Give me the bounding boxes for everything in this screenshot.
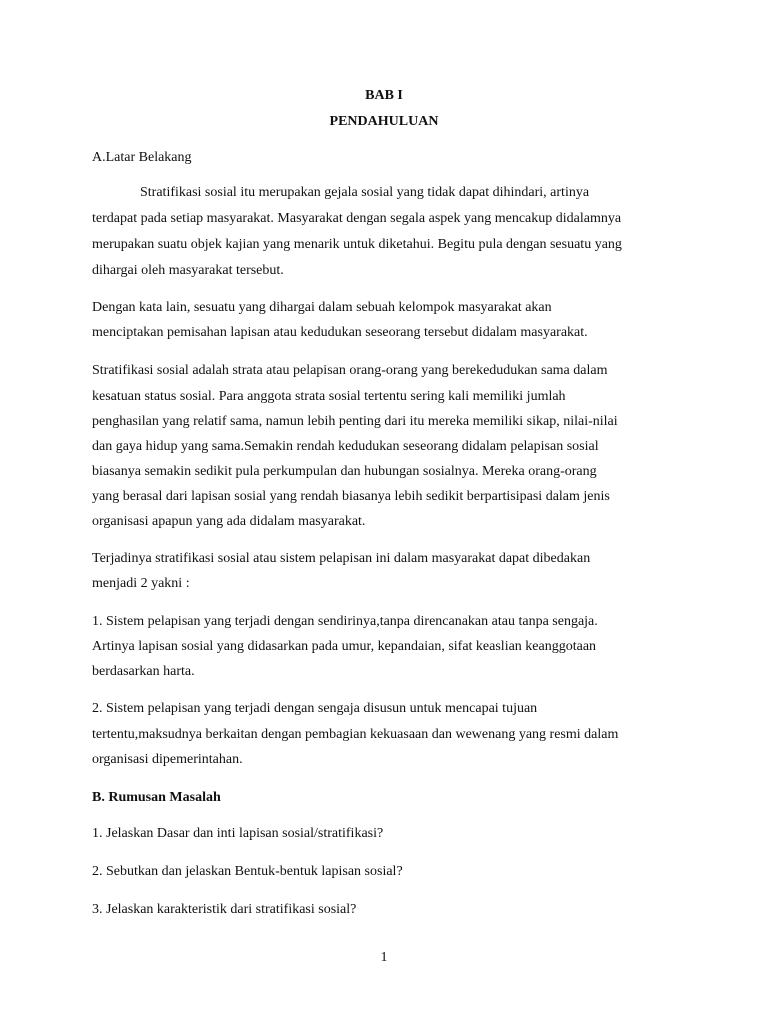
p3-line-3: penghasilan yang relatif sama, namun lebih penting dari itu mereka memiliki sikap, nilai-nilai [92,414,618,429]
rumusan-item-3: 3. Jelaskan karakteristik dari stratifikasi sosial? [92,902,357,917]
p2-line-2: menciptakan pemisahan lapisan atau kedudukan seseorang tersebut didalam masyarakat. [92,325,588,340]
p4-line-1: Terjadinya stratifikasi sosial atau sistem pelapisan ini dalam masyarakat dapat dibedakan [92,551,591,566]
p5-line-3: berdasarkan harta. [92,664,195,679]
p3-line-1: Stratifikasi sosial adalah strata atau pelapisan orang-orang yang berekedudukan sama dalam [92,363,608,378]
p6-line-1: 2. Sistem pelapisan yang terjadi dengan sengaja disusun untuk mencapai tujuan [92,701,538,716]
chapter-title: PENDAHULUAN [329,114,439,129]
chapter-label: BAB I [365,88,403,103]
p6-line-3: organisasi dipemerintahan. [92,752,243,767]
rumusan-item-2: 2. Sebutkan dan jelaskan Bentuk-bentuk lapisan sosial? [92,864,403,879]
p1-line-2: terdapat pada setiap masyarakat. Masyarakat dengan segala aspek yang mencakup didalamnya [92,211,622,226]
p5-line-2: Artinya lapisan sosial yang didasarkan pada umur, kepandaian, sifat keaslian keanggotaan [92,639,597,654]
p3-line-7: organisasi apapun yang ada didalam masyarakat. [92,514,366,529]
p3-line-5: biasanya semakin sedikit pula perkumpulan dan hubungan sosialnya. Mereka orang-orang [92,464,597,479]
p6-line-2: tertentu,maksudnya berkaitan dengan pembagian kekuasaan dan wewenang yang resmi dalam [92,727,619,742]
p1-line-3: merupakan suatu objek kajian yang menarik untuk diketahui. Begitu pula dengan sesuatu yang [92,237,622,252]
p1-line-1: Stratifikasi sosial itu merupakan gejala sosial yang tidak dapat dihindari, artinya [140,185,590,200]
p3-line-6: yang berasal dari lapisan sosial yang rendah biasanya lebih sedikit berpartisipasi dalam jenis [92,489,610,504]
section-b-title: B. Rumusan Masalah [92,790,221,805]
page-number: 1 [380,950,388,965]
p2-line-1: Dengan kata lain, sesuatu yang dihargai dalam sebuah kelompok masyarakat akan [92,300,552,315]
p5-line-1: 1. Sistem pelapisan yang terjadi dengan sendirinya,tanpa direncanakan atau tanpa sengaja. [92,614,598,629]
p1-line-4: dihargai oleh masyarakat tersebut. [92,263,284,278]
p4-line-2: menjadi 2 yakni : [92,576,190,591]
p3-line-4: dan gaya hidup yang sama.Semakin rendah kedudukan seseorang didalam pelapisan sosial [92,439,599,454]
p3-line-2: kesatuan status sosial. Para anggota strata sosial tertentu sering kali memiliki jumlah [92,389,566,404]
rumusan-item-1: 1. Jelaskan Dasar dan inti lapisan sosial/stratifikasi? [92,826,384,841]
section-a-title: A.Latar Belakang [92,150,192,165]
